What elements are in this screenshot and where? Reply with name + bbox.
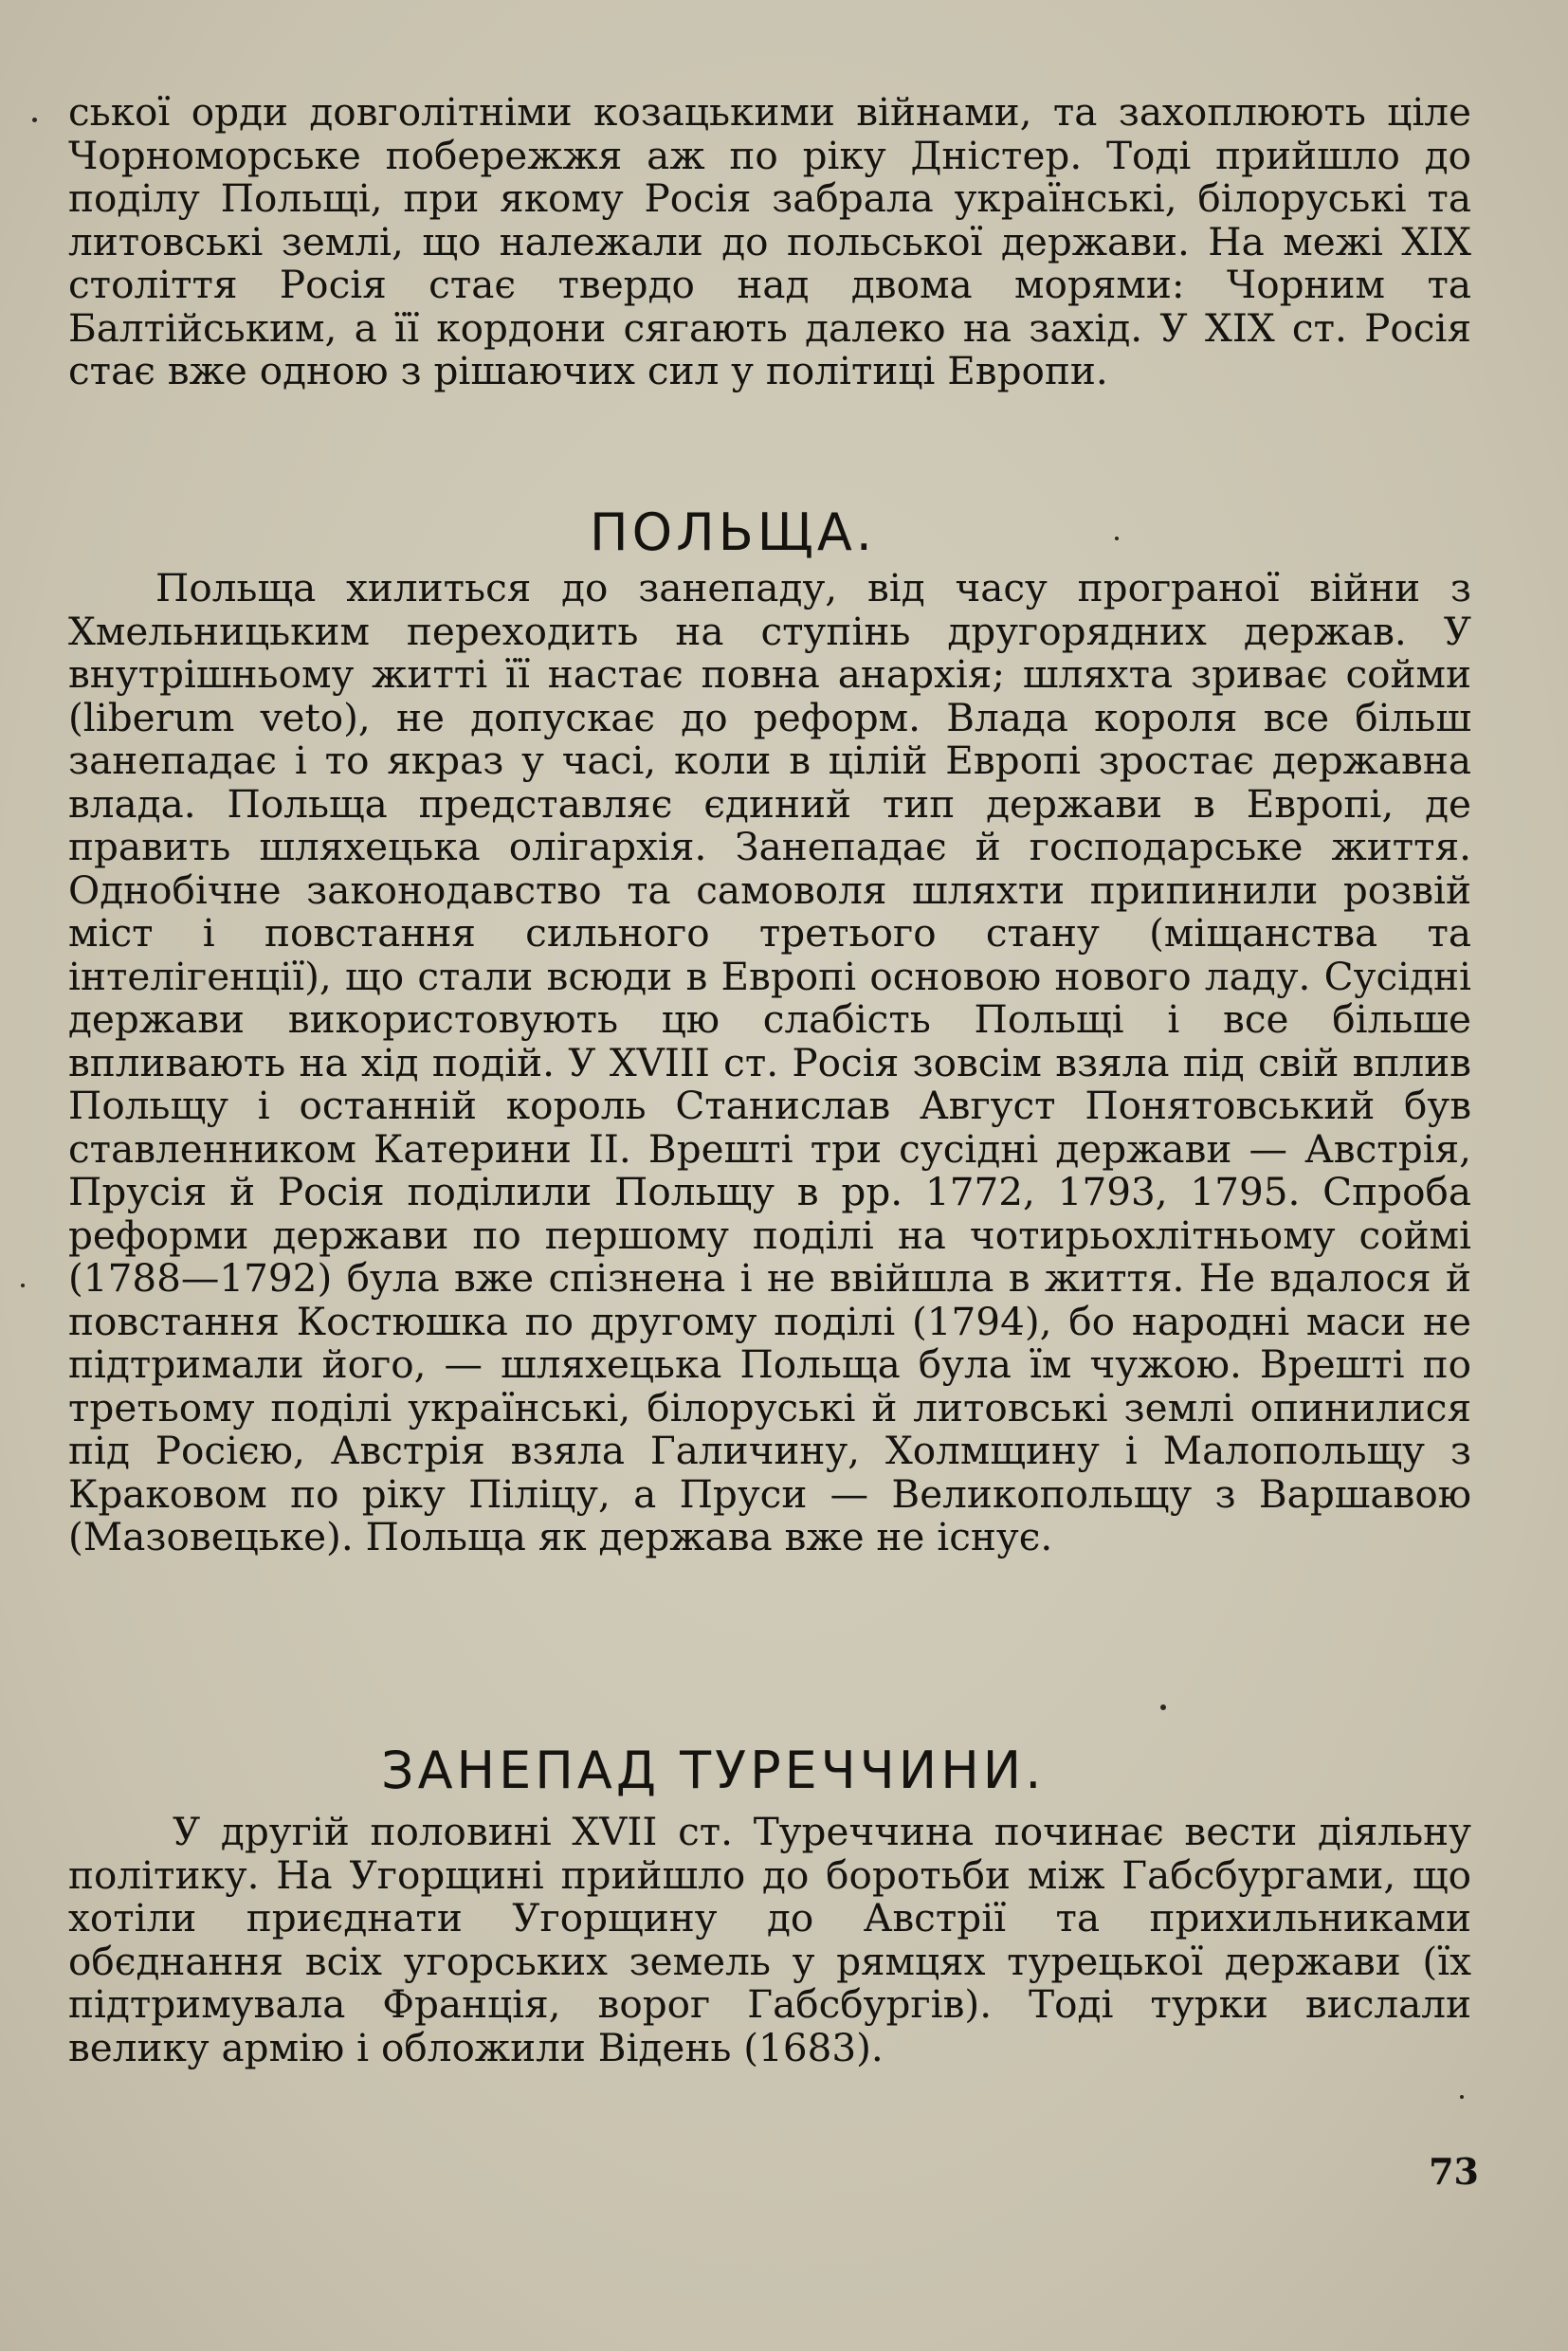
print-speck [21, 1284, 25, 1287]
heading-decline-of-turkey: ЗАНЕПАД ТУРЕЧЧИНИ. [381, 1740, 1046, 1800]
print-speck [32, 118, 37, 122]
print-speck [1115, 537, 1119, 540]
paragraph-turkey: У другій половині XVII ст. Туреччина починає вести діяльну політику. На Угорщині прийшло до боротьби між Габсбургами, що хотіли приєднати Угорщину до Австрії та прихильниками обєднання всіх угорських земель у рямцях турецької держави (їх підтримувала Франція, ворог Габсбургів). Тоді турки вислали велику армію і обложили Відень (1683). [68, 1809, 1471, 2070]
paragraph-poland: Польща хилиться до занепаду, від часу програної війни з Хмельницьким переходить на ступінь другорядних держав. У внутрішньому житті її настає повна анархія; шляхта зриває сойми (liberum veto), не допускає до реформ. Влада короля все більш занепадає і то якраз у часі, коли в цілій Европі зростає державна влада. Польща представляє єдиний тип держави в Европі, де править шляхецька олігархія. Занепадає й господарське життя. Однобічне законодавство та самоволя шляхти припинили розвій міст і повстання сильного третього стану (міщанства та інтелігенції), що стали всюди в Европі основою нового ладу. Сусідні держави використовують цю слабість Польщі і все більше впливають на хід подій. У XVIII ст. Росія зовсім взяла під свій вплив Польщу і останній король Станислав Август Понятовський був ставленником Катерини II. Врешті три сусідні держави — Австрія, Прусія й Росія поділили Польщу в рр. 1772, 1793, 1795. Спроба реформи держави по першому поділі на чотирьохлітньому соймі (1788—1792) була вже спізнена і не ввійшла в життя. Не вдалося й повстання Костюшка по другому поділі (1794), бо народні маси не підтримали його, — шляхецька Польща була їм чужою. Врешті по третьому поділі українські, білоруські й литовські землі опинилися під Росією, Австрія взяла Галичину, Холмщину і Малопольщу з Краковом по ріку Піліцу, а Пруси — Великопольщу з Варшавою (Мазовецьке). Польща як держава вже не існує. [68, 565, 1471, 1559]
print-speck [1160, 1704, 1166, 1710]
print-speck [1460, 2095, 1464, 2099]
heading-poland: ПОЛЬЩА. [590, 502, 876, 562]
page-number: 73 [1429, 2150, 1479, 2193]
paragraph-russia-continuation: ської орди довголітніми козацькими війнами, та захоплюють ціле Чорноморське побережжя аж по ріку Дністер. Тоді прийшло до поділу Польщі, при якому Росія забрала українські, білоруські та литовські землі, що належали до польської держави. На межі XIX століття Росія стає твердо над двома морями: Чорним та Балтійським, а її кордони сягають далеко на захід. У XIX ст. Росія стає вже одною з рішаючих сил у політиці Европи. [68, 89, 1471, 393]
